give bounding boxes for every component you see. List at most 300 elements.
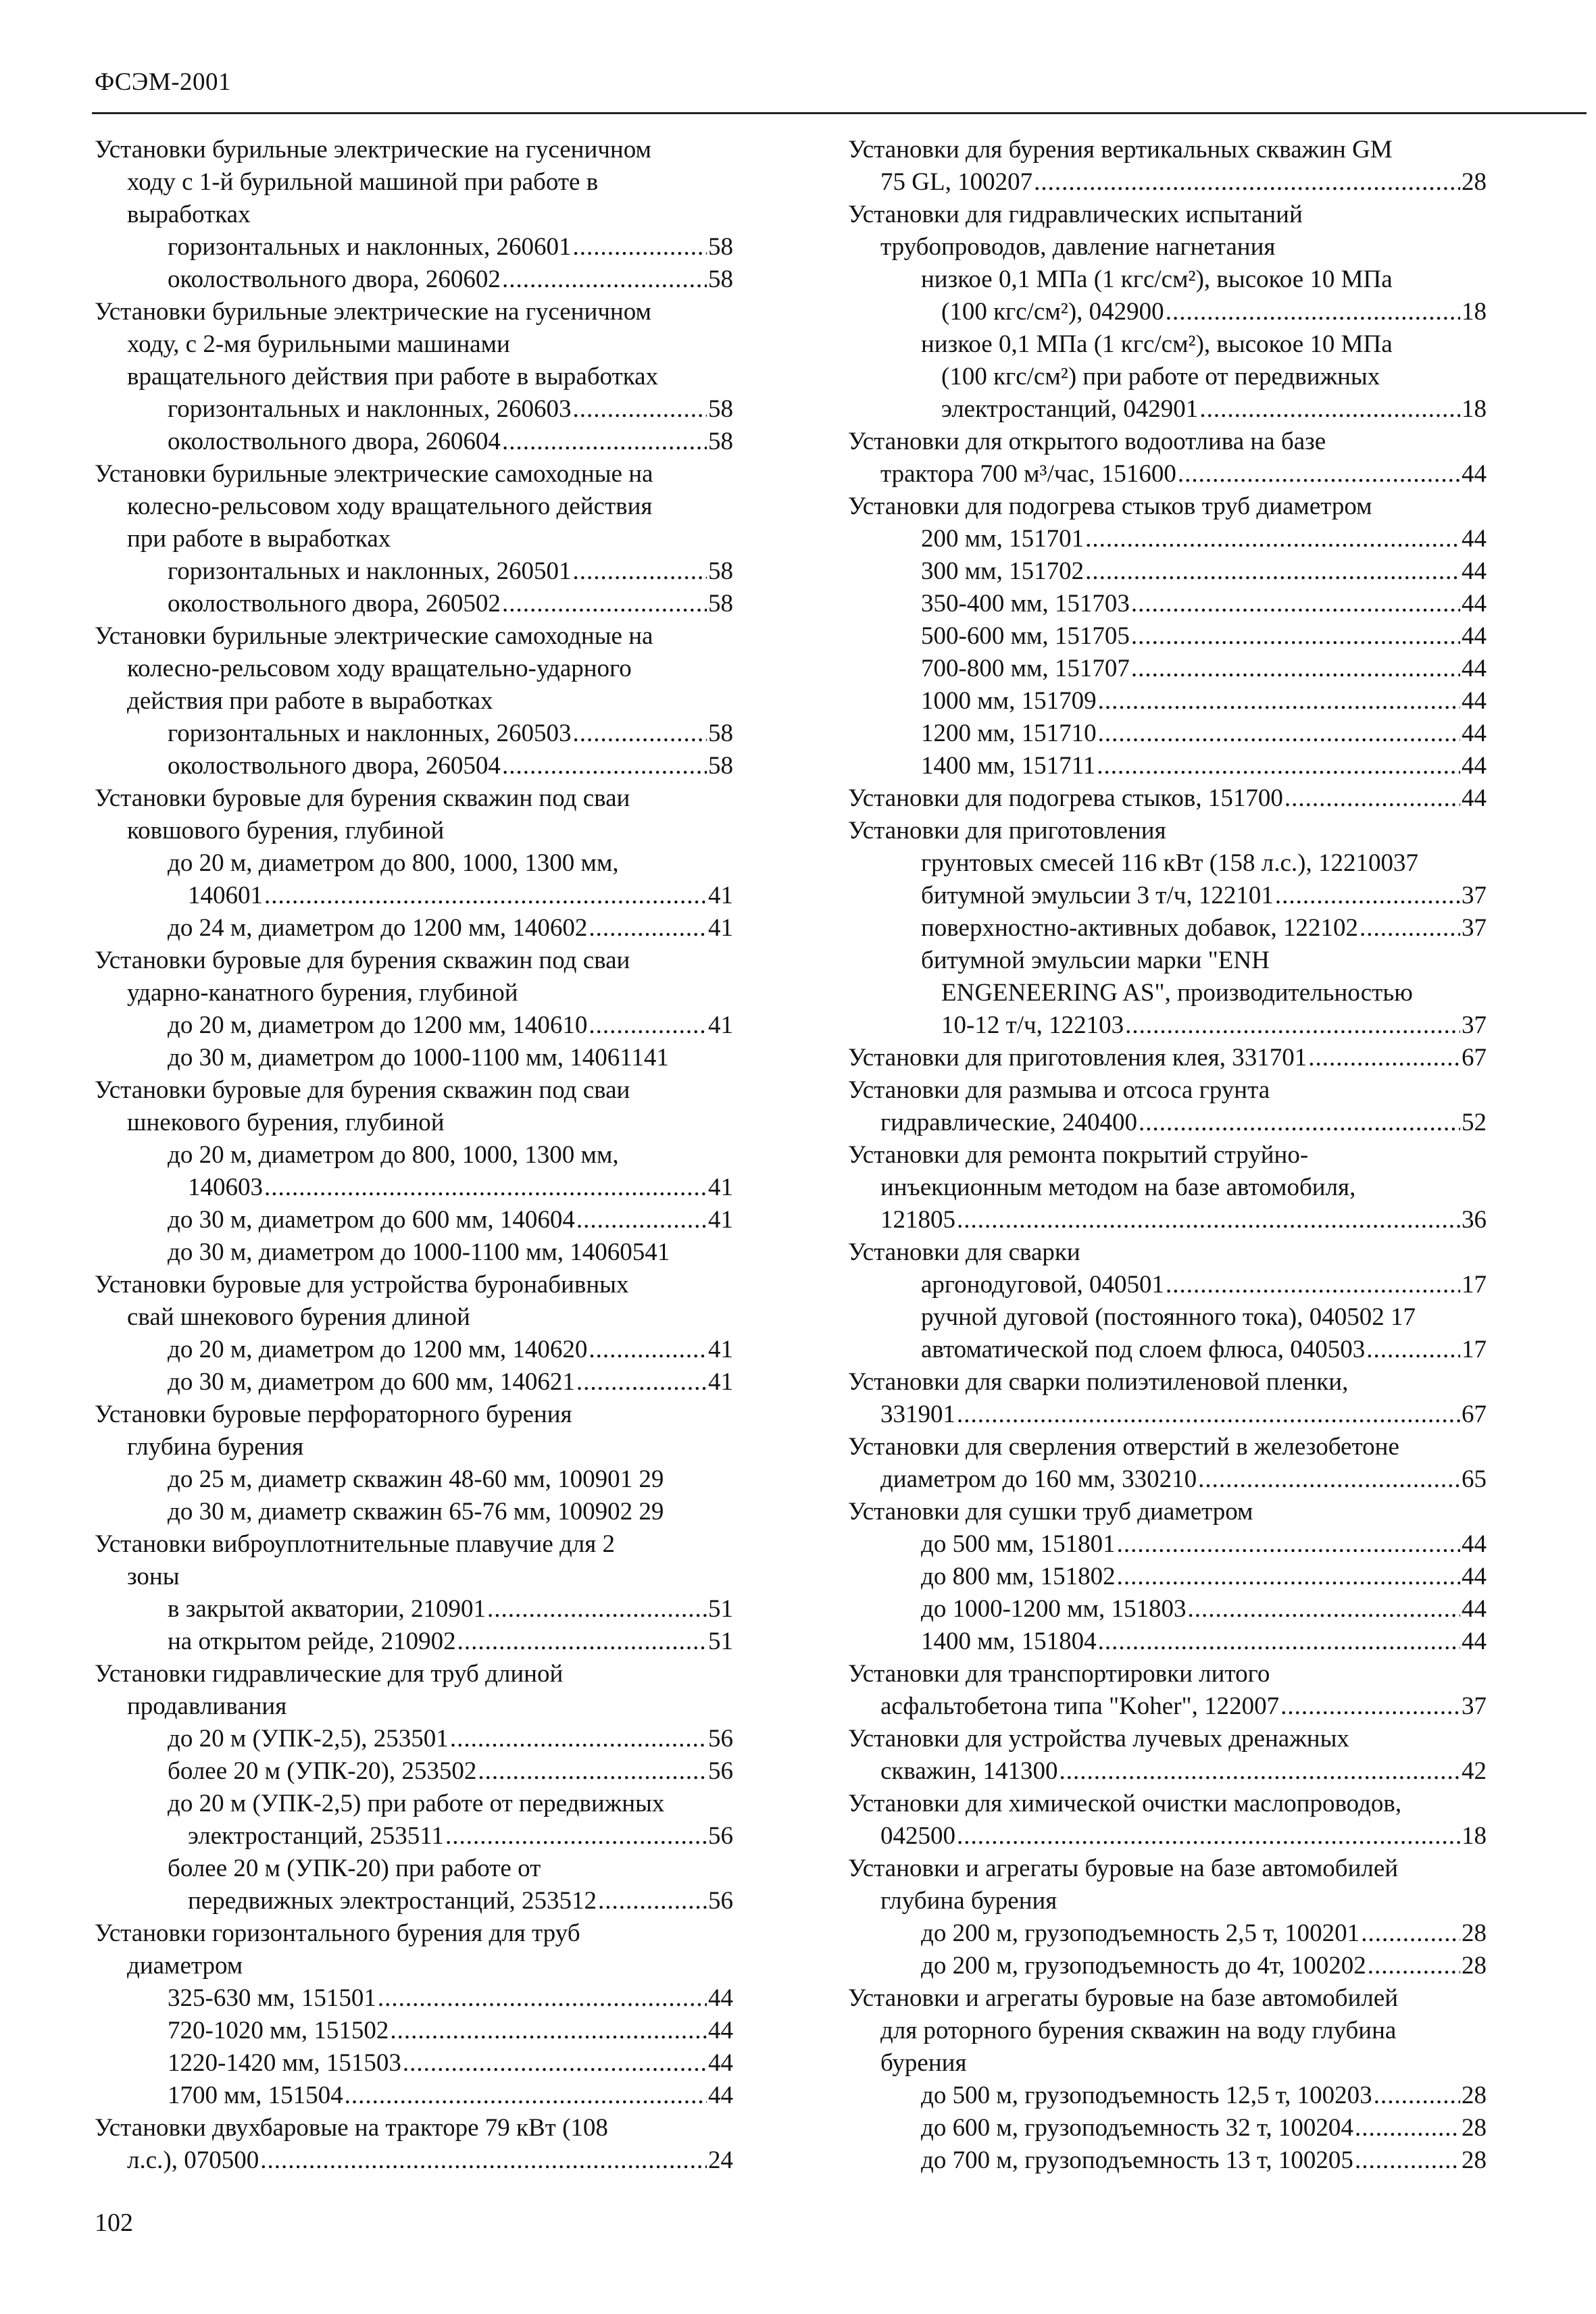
entry-text: ходу, с 2-мя бурильными машинами bbox=[127, 330, 510, 358]
entry-page-ref: 18 bbox=[1462, 298, 1487, 326]
index-entry bbox=[95, 653, 733, 685]
entry-page-ref: 41 bbox=[708, 914, 733, 942]
index-entry bbox=[848, 1561, 1487, 1593]
entry-text: действия при работе в выработках bbox=[127, 687, 493, 715]
entry-text: 1200 мм, 151710 bbox=[921, 720, 1097, 747]
entry-text: Установки буровые для бурения скважин под сваи bbox=[95, 784, 630, 812]
dot-leader bbox=[1117, 1561, 1460, 1593]
entry-text: 1400 мм, 151711 bbox=[921, 752, 1096, 780]
dot-leader bbox=[1131, 588, 1460, 620]
index-entry bbox=[95, 134, 733, 166]
entry-text: до 700 м, грузоподъемность 13 т, 100205 bbox=[921, 2146, 1353, 2174]
index-entry bbox=[95, 782, 733, 815]
entry-text: битумной эмульсии марки "ENH bbox=[921, 947, 1270, 974]
index-entry bbox=[848, 1139, 1487, 1172]
entry-text: (100 кгс/см²) при работе от передвижных bbox=[941, 363, 1380, 391]
dot-leader bbox=[957, 1820, 1460, 1853]
entry-text: ковшового бурения, глубиной bbox=[127, 817, 445, 845]
index-entry bbox=[848, 685, 1487, 718]
index-entry bbox=[95, 296, 733, 328]
entry-text: Установки и агрегаты буровые на базе автомобилей bbox=[848, 1855, 1399, 1882]
index-entry bbox=[95, 2080, 733, 2112]
index-entry bbox=[95, 328, 733, 361]
index-entry bbox=[848, 1009, 1487, 1042]
dot-leader bbox=[1117, 1528, 1460, 1561]
entry-text: трактора 700 м³/час, 151600 bbox=[880, 460, 1176, 488]
index-entry bbox=[95, 718, 733, 750]
entry-text: электростанций, 253511 bbox=[188, 1822, 444, 1850]
index-entry bbox=[95, 1690, 733, 1723]
dot-leader bbox=[1178, 458, 1460, 491]
entry-page-ref: 44 bbox=[708, 2082, 733, 2109]
entry-text: грунтовых смесей 116 кВт (158 л.с.), 12210037 bbox=[921, 849, 1419, 877]
entry-text: 500-600 мм, 151705 bbox=[921, 622, 1130, 650]
index-entry bbox=[848, 588, 1487, 620]
entry-page-ref: 44 bbox=[1462, 1563, 1487, 1590]
entry-text: 1400 мм, 151804 bbox=[921, 1628, 1097, 1655]
index-entry bbox=[848, 1269, 1487, 1301]
dot-leader bbox=[1280, 1690, 1460, 1723]
index-entry bbox=[95, 523, 733, 555]
entry-text: 350-400 мм, 151703 bbox=[921, 590, 1130, 618]
index-entry bbox=[95, 231, 733, 263]
index-entry bbox=[848, 1950, 1487, 1982]
index-entry bbox=[95, 263, 733, 296]
entry-page-ref: 44 bbox=[708, 1984, 733, 2012]
dot-leader bbox=[1085, 523, 1460, 555]
entry-text: до 25 м, диаметр скважин 48-60 мм, 100901 29 bbox=[168, 1465, 664, 1493]
entry-text: до 500 м, грузоподъемность 12,5 т, 100203 bbox=[921, 2082, 1372, 2109]
entry-text: диаметром до 160 мм, 330210 bbox=[880, 1465, 1197, 1493]
entry-text: Установки для сушки труб диаметром bbox=[848, 1498, 1253, 1526]
entry-text: до 24 м, диаметром до 1200 мм, 140602 bbox=[168, 914, 588, 942]
entry-page-ref: 44 bbox=[1462, 1595, 1487, 1623]
entry-text: 121805 bbox=[880, 1206, 955, 1234]
dot-leader bbox=[576, 1366, 707, 1399]
index-entry bbox=[95, 199, 733, 231]
dot-leader bbox=[589, 912, 707, 945]
dot-leader bbox=[502, 588, 707, 620]
index-entry bbox=[95, 1917, 733, 1950]
index-entry bbox=[848, 718, 1487, 750]
index-entry bbox=[95, 166, 733, 199]
entry-text: до 30 м, диаметром до 600 мм, 140621 bbox=[168, 1368, 575, 1396]
index-entry bbox=[95, 1885, 733, 1917]
dot-leader bbox=[450, 1723, 707, 1755]
entry-text: до 30 м, диаметром до 1000-1100 мм, 14061141 bbox=[168, 1044, 669, 1072]
dot-leader bbox=[1059, 1755, 1460, 1788]
index-entry bbox=[848, 847, 1487, 880]
entry-page-ref: 44 bbox=[708, 2017, 733, 2044]
entry-text: Установки для сварки полиэтиленовой пленки, bbox=[848, 1368, 1349, 1396]
entry-page-ref: 58 bbox=[708, 266, 733, 293]
dot-leader bbox=[1085, 555, 1460, 588]
dot-leader bbox=[576, 1204, 707, 1236]
dot-leader bbox=[1355, 2144, 1460, 2177]
entry-page-ref: 58 bbox=[708, 395, 733, 423]
entry-text: на открытом рейде, 210902 bbox=[168, 1628, 456, 1655]
index-entry bbox=[848, 1982, 1487, 2015]
index-entry bbox=[95, 1626, 733, 1658]
dot-leader bbox=[502, 263, 707, 296]
index-entry bbox=[95, 1074, 733, 1107]
index-entry bbox=[848, 2080, 1487, 2112]
dot-leader bbox=[1198, 1463, 1460, 1496]
dot-leader bbox=[1131, 620, 1460, 653]
entry-text: асфальтобетона типа "Koher", 122007 bbox=[880, 1692, 1280, 1720]
entry-text: электростанций, 042901 bbox=[941, 395, 1199, 423]
entry-text: до 20 м, диаметром до 1200 мм, 140610 bbox=[168, 1011, 588, 1039]
entry-text: низкое 0,1 МПа (1 кгс/см²), высокое 10 МПа bbox=[921, 330, 1393, 358]
entry-text: инъекционным методом на базе автомобиля, bbox=[880, 1174, 1356, 1201]
index-entry bbox=[848, 523, 1487, 555]
dot-leader bbox=[1098, 1626, 1460, 1658]
index-entry bbox=[848, 1366, 1487, 1399]
entry-page-ref: 58 bbox=[708, 557, 733, 585]
index-entry bbox=[848, 1690, 1487, 1723]
index-entry bbox=[848, 555, 1487, 588]
index-entry bbox=[95, 1463, 733, 1496]
dot-leader bbox=[403, 2047, 707, 2080]
entry-page-ref: 44 bbox=[1462, 1530, 1487, 1558]
index-entry bbox=[95, 912, 733, 945]
dot-leader bbox=[1125, 1009, 1460, 1042]
dot-leader bbox=[1166, 1269, 1460, 1301]
index-entry bbox=[848, 945, 1487, 977]
dot-leader bbox=[1285, 782, 1460, 815]
dot-leader bbox=[1098, 685, 1460, 718]
entry-text: 140601 bbox=[188, 882, 263, 909]
dot-leader bbox=[573, 393, 707, 426]
index-entry bbox=[95, 1431, 733, 1463]
index-entry bbox=[848, 977, 1487, 1009]
entry-page-ref: 58 bbox=[708, 590, 733, 618]
entry-page-ref: 28 bbox=[1462, 2082, 1487, 2109]
entry-page-ref: 41 bbox=[708, 882, 733, 909]
dot-leader bbox=[1366, 1334, 1460, 1366]
index-entry bbox=[95, 1982, 733, 2015]
entry-page-ref: 44 bbox=[1462, 687, 1487, 715]
entry-text: Установки для приготовления bbox=[848, 817, 1166, 845]
index-entry bbox=[95, 2015, 733, 2047]
entry-text: поверхностно-активных добавок, 122102 bbox=[921, 914, 1358, 942]
entry-text: в закрытой акватории, 210901 bbox=[168, 1595, 486, 1623]
index-entry bbox=[95, 1561, 733, 1593]
entry-page-ref: 37 bbox=[1462, 1011, 1487, 1039]
entry-page-ref: 67 bbox=[1462, 1401, 1487, 1428]
dot-leader bbox=[1199, 393, 1460, 426]
dot-leader bbox=[445, 1820, 707, 1853]
entry-page-ref: 28 bbox=[1462, 1952, 1487, 1980]
index-entry bbox=[95, 1009, 733, 1042]
index-entry bbox=[848, 1820, 1487, 1853]
entry-text: 1000 мм, 151709 bbox=[921, 687, 1097, 715]
index-entry bbox=[848, 231, 1487, 263]
entry-text: диаметром bbox=[127, 1952, 243, 1980]
index-entry bbox=[95, 2047, 733, 2080]
entry-text: Установки для транспортировки литого bbox=[848, 1660, 1270, 1688]
entry-text: Установки для приготовления клея, 331701 bbox=[848, 1044, 1307, 1072]
index-entry bbox=[848, 2015, 1487, 2047]
entry-text: 10-12 т/ч, 122103 bbox=[941, 1011, 1124, 1039]
index-entry bbox=[95, 1204, 733, 1236]
entry-text: скважин, 141300 bbox=[880, 1757, 1058, 1785]
entry-text: колесно-рельсовом ходу вращательного действия bbox=[127, 493, 653, 520]
entry-page-ref: 51 bbox=[708, 1595, 733, 1623]
entry-page-ref: 41 bbox=[708, 1368, 733, 1396]
entry-page-ref: 58 bbox=[708, 428, 733, 455]
entry-text: до 200 м, грузоподъемность до 4т, 100202 bbox=[921, 1952, 1366, 1980]
index-entry bbox=[848, 328, 1487, 361]
index-entry bbox=[95, 1269, 733, 1301]
index-entry bbox=[848, 458, 1487, 491]
entry-text: 700-800 мм, 151707 bbox=[921, 655, 1130, 682]
entry-text: до 200 м, грузоподъемность 2,5 т, 100201 bbox=[921, 1919, 1360, 1947]
index-entry bbox=[95, 847, 733, 880]
entry-text: Установки гидравлические для труб длиной bbox=[95, 1660, 564, 1688]
entry-text: околоствольного двора, 260504 bbox=[168, 752, 501, 780]
index-entry bbox=[848, 1626, 1487, 1658]
index-entry bbox=[95, 750, 733, 782]
entry-page-ref: 44 bbox=[1462, 784, 1487, 812]
entry-text: 75 GL, 100207 bbox=[880, 168, 1033, 196]
entry-text: более 20 м (УПК-20), 253502 bbox=[168, 1757, 477, 1785]
index-entry bbox=[848, 361, 1487, 393]
entry-page-ref: 24 bbox=[708, 2146, 733, 2174]
entry-page-ref: 51 bbox=[708, 1628, 733, 1655]
entry-text: до 30 м, диаметром до 1000-1100 мм, 14060541 bbox=[168, 1238, 670, 1266]
index-entry bbox=[848, 1593, 1487, 1626]
entry-text: аргонодуговой, 040501 bbox=[921, 1271, 1165, 1299]
entry-text: 1700 мм, 151504 bbox=[168, 2082, 343, 2109]
entry-page-ref: 28 bbox=[1462, 2114, 1487, 2142]
entry-text: вращательного действия при работе в выработках bbox=[127, 363, 659, 391]
index-entry bbox=[848, 1853, 1487, 1885]
dot-leader bbox=[1187, 1593, 1460, 1626]
entry-text: до 20 м (УПК-2,5) при работе от передвижных bbox=[168, 1790, 665, 1817]
entry-page-ref: 41 bbox=[708, 1011, 733, 1039]
dot-leader bbox=[957, 1204, 1460, 1236]
index-entry bbox=[848, 1658, 1487, 1690]
index-entry bbox=[95, 393, 733, 426]
index-entry bbox=[848, 880, 1487, 912]
entry-text: ударно-канатного бурения, глубиной bbox=[127, 979, 518, 1007]
dot-leader bbox=[573, 718, 707, 750]
entry-text: Установки для химической очистки маслопроводов, bbox=[848, 1790, 1402, 1817]
dot-leader bbox=[502, 426, 707, 458]
entry-text: до 600 м, грузоподъемность 32 т, 100204 bbox=[921, 2114, 1353, 2142]
entry-text: 140603 bbox=[188, 1174, 263, 1201]
dot-leader bbox=[589, 1009, 707, 1042]
entry-page-ref: 37 bbox=[1462, 914, 1487, 942]
index-entry bbox=[848, 263, 1487, 296]
index-entry bbox=[848, 1334, 1487, 1366]
dot-leader bbox=[1034, 166, 1460, 199]
entry-text: Установки для подогрева стыков труб диаметром bbox=[848, 493, 1372, 520]
dot-leader bbox=[598, 1885, 707, 1917]
entry-text: Установки для бурения вертикальных скважин GM bbox=[848, 136, 1393, 164]
index-entry bbox=[848, 782, 1487, 815]
dot-leader bbox=[1098, 718, 1460, 750]
index-entry bbox=[95, 815, 733, 847]
index-entry bbox=[848, 1528, 1487, 1561]
entry-text: Установки буровые для устройства буронабивных bbox=[95, 1271, 629, 1299]
entry-text: 300 мм, 151702 bbox=[921, 557, 1084, 585]
index-entry bbox=[95, 1755, 733, 1788]
index-entry bbox=[848, 620, 1487, 653]
entry-text: горизонтальных и наклонных, 260603 bbox=[168, 395, 572, 423]
entry-page-ref: 44 bbox=[1462, 590, 1487, 618]
entry-text: л.с.), 070500 bbox=[127, 2146, 259, 2174]
index-entry bbox=[95, 588, 733, 620]
entry-text: 720-1020 мм, 151502 bbox=[168, 2017, 389, 2044]
dot-leader bbox=[1374, 2080, 1460, 2112]
index-entry bbox=[848, 166, 1487, 199]
entry-text: трубопроводов, давление нагнетания bbox=[880, 233, 1276, 261]
dot-leader bbox=[1355, 2112, 1460, 2144]
index-entry bbox=[95, 1658, 733, 1690]
index-entry bbox=[848, 912, 1487, 945]
entry-page-ref: 28 bbox=[1462, 168, 1487, 196]
entry-text: для роторного бурения скважин на воду глубина bbox=[880, 2017, 1397, 2044]
entry-text: горизонтальных и наклонных, 260601 bbox=[168, 233, 572, 261]
index-column-left bbox=[95, 134, 733, 2177]
entry-page-ref: 44 bbox=[1462, 622, 1487, 650]
entry-text: ENGENEERING AS", производительностью bbox=[941, 979, 1413, 1007]
index-entry bbox=[95, 977, 733, 1009]
entry-page-ref: 37 bbox=[1462, 1692, 1487, 1720]
entry-text: колесно-рельсовом ходу вращательно-ударного bbox=[127, 655, 632, 682]
entry-page-ref: 28 bbox=[1462, 1919, 1487, 1947]
dot-leader bbox=[1361, 1917, 1460, 1950]
index-entry bbox=[848, 2144, 1487, 2177]
entry-text: Установки буровые для бурения скважин под сваи bbox=[95, 1076, 630, 1104]
entry-text: до 20 м, диаметром до 1200 мм, 140620 bbox=[168, 1336, 588, 1363]
entry-text: продавливания bbox=[127, 1692, 287, 1720]
dot-leader bbox=[264, 880, 707, 912]
entry-text: битумной эмульсии 3 т/ч, 122101 bbox=[921, 882, 1274, 909]
dot-leader bbox=[1368, 1950, 1460, 1982]
index-entry bbox=[95, 1950, 733, 1982]
entry-text: бурения bbox=[880, 2049, 967, 2077]
index-entry bbox=[95, 1139, 733, 1172]
index-entry bbox=[848, 134, 1487, 166]
entry-text: горизонтальных и наклонных, 260501 bbox=[168, 557, 572, 585]
entry-text: Установки виброуплотнительные плавучие для 2 bbox=[95, 1530, 616, 1558]
entry-page-ref: 56 bbox=[708, 1822, 733, 1850]
index-entry bbox=[848, 1431, 1487, 1463]
entry-text: более 20 м (УПК-20) при работе от bbox=[168, 1855, 541, 1882]
page-number: 102 bbox=[95, 2209, 133, 2237]
index-entry bbox=[95, 1236, 733, 1269]
entry-page-ref: 58 bbox=[708, 720, 733, 747]
index-entry bbox=[95, 1853, 733, 1885]
entry-page-ref: 56 bbox=[708, 1887, 733, 1915]
dot-leader bbox=[1166, 296, 1460, 328]
dot-leader bbox=[502, 750, 707, 782]
index-entry bbox=[848, 815, 1487, 847]
index-column-right bbox=[848, 134, 1487, 2177]
index-entry bbox=[848, 426, 1487, 458]
index-entry bbox=[95, 426, 733, 458]
dot-leader bbox=[1131, 653, 1460, 685]
index-entry bbox=[95, 361, 733, 393]
header-rule bbox=[92, 112, 1587, 114]
entry-page-ref: 52 bbox=[1462, 1109, 1487, 1136]
entry-text: Установки для гидравлических испытаний bbox=[848, 201, 1303, 228]
index-entry bbox=[848, 1788, 1487, 1820]
index-entry bbox=[848, 1236, 1487, 1269]
entry-text: Установки бурильные электрические на гусеничном bbox=[95, 136, 651, 164]
index-entry bbox=[95, 491, 733, 523]
entry-page-ref: 67 bbox=[1462, 1044, 1487, 1072]
entry-page-ref: 58 bbox=[708, 752, 733, 780]
index-entry bbox=[848, 1301, 1487, 1334]
index-entry bbox=[95, 1042, 733, 1074]
index-entry bbox=[95, 685, 733, 718]
entry-text: низкое 0,1 МПа (1 кгс/см²), высокое 10 МПа bbox=[921, 266, 1393, 293]
index-entry bbox=[95, 1528, 733, 1561]
entry-page-ref: 44 bbox=[1462, 525, 1487, 553]
entry-text: 200 мм, 151701 bbox=[921, 525, 1084, 553]
entry-text: Установки для открытого водоотлива на базе bbox=[848, 428, 1326, 455]
entry-page-ref: 44 bbox=[1462, 1628, 1487, 1655]
index-entry bbox=[95, 1172, 733, 1204]
dot-leader bbox=[260, 2144, 707, 2177]
entry-text: Установки бурильные электрические самоходные на bbox=[95, 622, 653, 650]
entry-text: горизонтальных и наклонных, 260503 bbox=[168, 720, 572, 747]
index-entry bbox=[848, 491, 1487, 523]
index-entry bbox=[95, 1496, 733, 1528]
entry-page-ref: 56 bbox=[708, 1757, 733, 1785]
dot-leader bbox=[478, 1755, 707, 1788]
index-entry bbox=[848, 2047, 1487, 2080]
index-entry bbox=[95, 1723, 733, 1755]
entry-text: при работе в выработках bbox=[127, 525, 391, 553]
entry-text: Установки для сварки bbox=[848, 1238, 1080, 1266]
index-entry bbox=[95, 2144, 733, 2177]
index-entry bbox=[95, 555, 733, 588]
index-entry bbox=[95, 945, 733, 977]
index-entry bbox=[848, 1107, 1487, 1139]
entry-text: околоствольного двора, 260604 bbox=[168, 428, 501, 455]
entry-text: ручной дуговой (постоянного тока), 040502 17 bbox=[921, 1303, 1416, 1331]
entry-text: 1220-1420 мм, 151503 bbox=[168, 2049, 401, 2077]
entry-text: до 500 мм, 151801 bbox=[921, 1530, 1116, 1558]
running-header: ФСЭМ-2001 bbox=[95, 68, 232, 96]
dot-leader bbox=[589, 1334, 707, 1366]
entry-page-ref: 44 bbox=[1462, 720, 1487, 747]
entry-page-ref: 41 bbox=[708, 1336, 733, 1363]
entry-text: шнекового бурения, глубиной bbox=[127, 1109, 445, 1136]
entry-text: глубина бурения bbox=[127, 1433, 304, 1461]
entry-text: Установки для ремонта покрытий струйно- bbox=[848, 1141, 1309, 1169]
entry-page-ref: 44 bbox=[1462, 460, 1487, 488]
entry-text: Установки для подогрева стыков, 151700 bbox=[848, 784, 1283, 812]
dot-leader bbox=[264, 1172, 707, 1204]
entry-text: до 20 м, диаметром до 800, 1000, 1300 мм, bbox=[168, 849, 619, 877]
entry-text: 331901 bbox=[880, 1401, 955, 1428]
index-entry bbox=[848, 1463, 1487, 1496]
entry-text: до 1000-1200 мм, 151803 bbox=[921, 1595, 1187, 1623]
entry-page-ref: 37 bbox=[1462, 882, 1487, 909]
dot-leader bbox=[390, 2015, 707, 2047]
entry-page-ref: 18 bbox=[1462, 1822, 1487, 1850]
index-entry bbox=[848, 1723, 1487, 1755]
entry-text: автоматической под слоем флюса, 040503 bbox=[921, 1336, 1366, 1363]
dot-leader bbox=[1275, 880, 1460, 912]
entry-text: выработках bbox=[127, 201, 251, 228]
